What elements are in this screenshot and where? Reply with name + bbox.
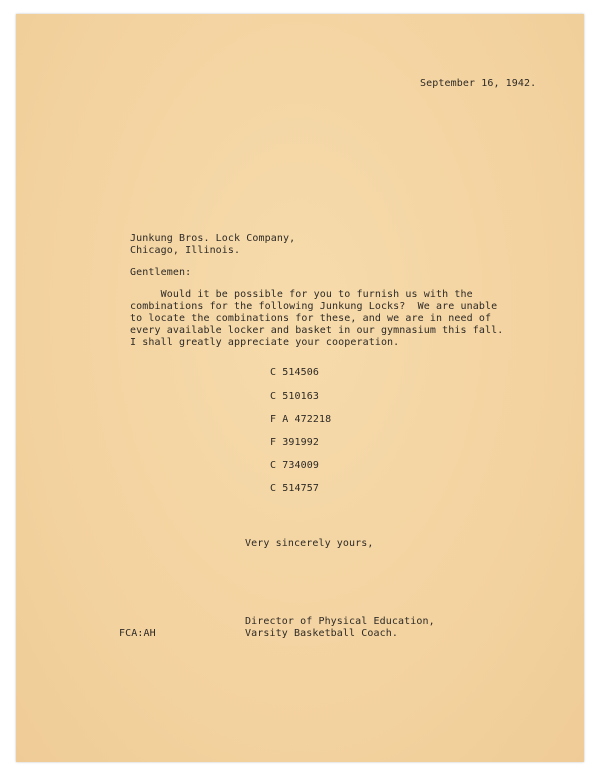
body-line: every available locker and basket in our gymnasium this fall. [130, 325, 504, 336]
body-line: I shall greatly appreciate your cooperation. [130, 337, 400, 348]
lock-code: C 514506 [270, 367, 319, 378]
lock-code: F A 472218 [270, 414, 332, 425]
letter-page [16, 14, 584, 762]
lock-code: F 391992 [270, 437, 319, 448]
lock-code: C 510163 [270, 391, 319, 402]
letter-date: September 16, 1942. [420, 78, 537, 89]
closing: Very sincerely yours, [245, 538, 374, 549]
salutation: Gentlemen: [130, 267, 192, 278]
recipient-city: Chicago, Illinois. [130, 245, 241, 256]
recipient-name: Junkung Bros. Lock Company, [130, 233, 296, 244]
reference-initials: FCA:AH [119, 628, 156, 639]
body-line: to locate the combinations for these, and we are in need of [130, 313, 492, 324]
body-line: combinations for the following Junkung Locks? We are unable [130, 301, 498, 312]
body-line: Would it be possible for you to furnish us with the [130, 289, 473, 300]
signature-title: Director of Physical Education, [245, 616, 435, 627]
signature-role: Varsity Basketball Coach. [245, 628, 399, 639]
lock-code: C 514757 [270, 483, 319, 494]
lock-code: C 734009 [270, 460, 319, 471]
